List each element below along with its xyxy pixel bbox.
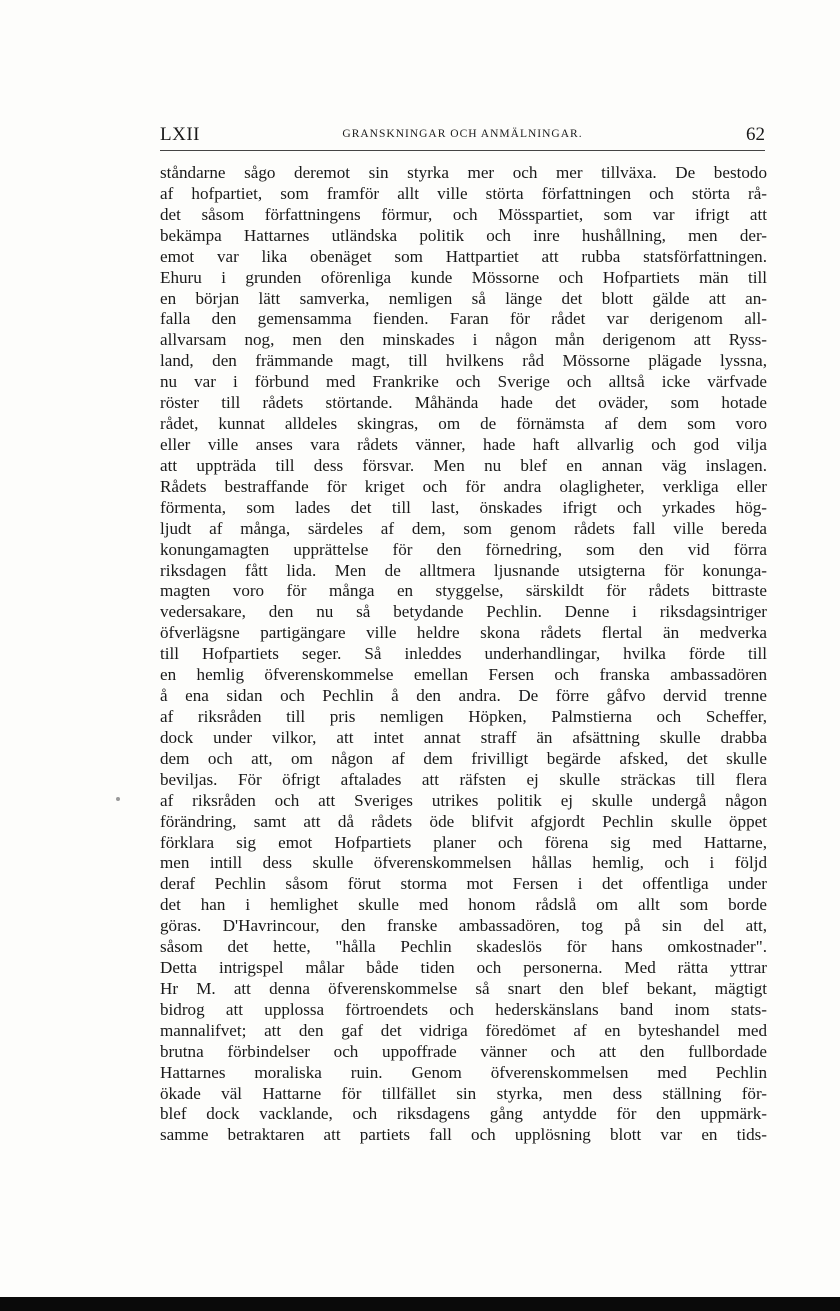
text-line: Ehuru i grunden oförenliga kunde Mössorne och Hofpartiets män till (160, 267, 767, 287)
text-line: ökade väl Hattarne för tillfället sin styrka, men dess ställning för- (160, 1083, 767, 1103)
text-line: ståndarne sågo deremot sin styrka mer och mer tillväxa. De bestodo (160, 163, 767, 182)
text-line: Hattarnes moraliska ruin. Genom öfverenskommelsen med Pechlin (160, 1062, 767, 1082)
text-line: Rådets bestraffande för kriget och för andra olagligheter, verkliga eller (160, 476, 767, 496)
text-line: riksdagen fått lida. Men de alltmera ljusnande utsigterna för konunga- (160, 560, 767, 580)
text-line: bidrog att upplossa förtroendets och hederskänslans band inom stats- (160, 999, 767, 1019)
text-line: falla den gemensamma fienden. Faran för rådet var derigenom all- (160, 309, 767, 329)
text-line: förändring, samt att då rådets öde blifvit afgjordt Pechlin skulle öppet (160, 811, 767, 831)
text-line: men intill dess skulle öfverenskommelsen hållas hemlig, och i följd (160, 853, 767, 873)
text-line: öfverlägsne partigängare ville heldre skona rådets flertal än medverka (160, 623, 767, 643)
text-line: af riksråden och att Sveriges utrikes politik ej skulle undergå någon (160, 790, 767, 810)
scan-edge (0, 1297, 840, 1311)
text-line: dem och att, om någon af dem frivilligt begärde afsked, det skulle (160, 748, 767, 768)
text-line: emot var lika obenäget som Hattpartiet att rubba statsförfattningen. (160, 246, 767, 266)
text-line: konungamagten upprättelse för den förnedring, som den vid förra (160, 539, 767, 559)
running-title: GRANSKNINGAR OCH ANMÄLNINGAR. (342, 128, 583, 140)
running-head (160, 118, 765, 151)
text-line: samme betraktaren att partiets fall och upplösning blott var en tids- (160, 1125, 767, 1145)
text-line: att uppträda till dess försvar. Men nu blef en annan väg inslagen. (160, 455, 767, 475)
page-number: 62 (746, 124, 765, 145)
text-line: af riksråden till pris nemligen Höpken, Palmstierna och Scheffer, (160, 706, 767, 726)
text-line: Hr M. att denna öfverenskommelse så snart den blef bekant, mägtigt (160, 978, 767, 998)
text-line: allvarsam nog, men den minskades i någon mån derigenom att Ryss- (160, 330, 767, 350)
text-line: ljudt af många, särdeles af dem, som genom rådets fall ville bereda (160, 518, 767, 538)
text-line: Detta intrigspel målar både tiden och personerna. Med rätta yttrar (160, 958, 767, 978)
text-line: bekämpa Hattarnes utländska politik och inre hushållning, men der- (160, 225, 767, 245)
text-line: magten voro för många en styggelse, särskildt för rådets bittraste (160, 581, 767, 601)
text-line: det såsom författningens förmur, och Mösspartiet, som var ifrigt att (160, 204, 767, 224)
text-line: vedersakare, den nu så betydande Pechlin. Denne i riksdagsintriger (160, 602, 767, 622)
text-line: förmenta, som lades det till last, önskades ifrigt och yrkades hög- (160, 497, 767, 517)
text-line: å ena sidan och Pechlin å den andra. De förre gåfvo dervid trenne (160, 686, 767, 706)
text-line: eller ville anses vara rådets vänner, hade haft allvarlig och god vilja (160, 434, 767, 454)
text-line: det han i hemlighet skulle med honom rådslå om allt som borde (160, 895, 767, 915)
text-line: röster till rådets störtande. Måhända hade det oväder, som hotade (160, 393, 767, 413)
text-line: mannalifvet; att den gaf det vidriga föredömet af en byteshandel med (160, 1020, 767, 1040)
text-line: en hemlig öfverenskommelse emellan Fersen och franska ambassadören (160, 665, 767, 685)
page-speck (116, 797, 120, 801)
section-numeral: LXII (160, 124, 200, 145)
text-line: göras. D'Havrincour, den franske ambassadören, tog på sin del att, (160, 916, 767, 936)
text-line: en början lätt samverka, nemligen så länge det blott gälde att an- (160, 288, 767, 308)
text-line: blef dock vacklande, och riksdagens gång antydde för den uppmärk- (160, 1104, 767, 1124)
text-line: nu var i förbund med Frankrike och Sverige och alltså icke värfvade (160, 372, 767, 392)
body-text (160, 163, 767, 1146)
text-line: till Hofpartiets seger. Så inleddes underhandlingar, hvilka förde till (160, 644, 767, 664)
text-line: rådet, kunnat alldeles skingras, om de förnämsta af dem som voro (160, 414, 767, 434)
book-page (160, 118, 770, 1146)
text-line: brutna förbindelser och uppoffrade vänner och att den fullbordade (160, 1041, 767, 1061)
text-line: såsom det hette, "hålla Pechlin skadeslös för hans omkostnader". (160, 937, 767, 957)
text-line: deraf Pechlin såsom förut storma mot Fersen i det offentliga under (160, 874, 767, 894)
text-line: af hofpartiet, som framför allt ville störta författningen och störta rå- (160, 183, 767, 203)
text-line: förklara sig emot Hofpartiets planer och förena sig med Hattarne, (160, 832, 767, 852)
text-line: land, den främmande magt, till hvilkens råd Mössorne plägade lyssna, (160, 351, 767, 371)
text-line: dock under vilkor, att intet annat straff än afsättning skulle drabba (160, 727, 767, 747)
text-line: beviljas. För öfrigt aftalades att räfsten ej skulle sträckas till flera (160, 769, 767, 789)
